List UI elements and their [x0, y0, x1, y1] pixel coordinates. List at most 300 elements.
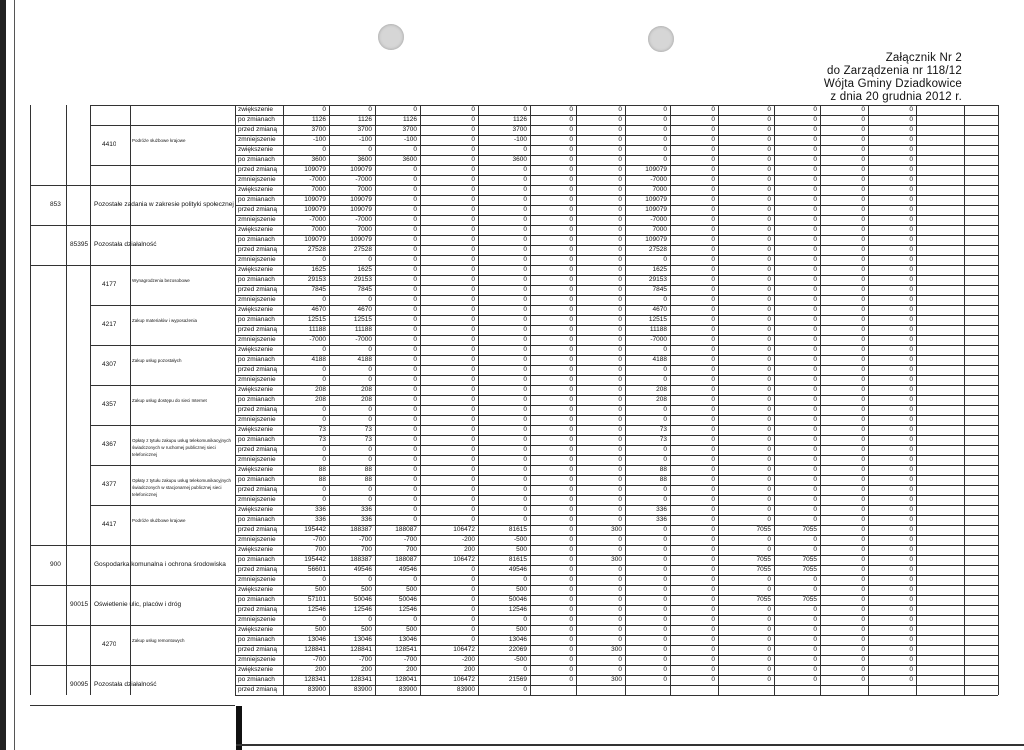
cell-value: 0 — [618, 216, 622, 223]
cell-value: 0 — [813, 626, 817, 633]
cell-value: 0 — [523, 576, 527, 583]
cell-value: 0 — [523, 286, 527, 293]
cell-value: 0 — [767, 636, 771, 643]
cell-value: 0 — [767, 216, 771, 223]
cell-value: 0 — [663, 586, 667, 593]
cell-value: 0 — [813, 196, 817, 203]
cell-value: 7000 — [357, 186, 372, 193]
cell-value: 0 — [813, 296, 817, 303]
cell-value: 0 — [569, 176, 573, 183]
row-label: po zmianach — [238, 556, 275, 563]
cell-value: 0 — [618, 276, 622, 283]
cell-value: 109079 — [350, 196, 372, 203]
cell-value: -700 — [403, 536, 417, 543]
cell-value: 56601 — [307, 566, 326, 573]
cell-value: 0 — [569, 236, 573, 243]
grid-line-vertical — [235, 105, 236, 695]
cell-value: 11188 — [354, 326, 372, 333]
cell-value: 0 — [711, 106, 715, 113]
cell-value: 0 — [909, 306, 913, 313]
cell-value: 0 — [413, 486, 417, 493]
cell-value: 0 — [413, 496, 417, 503]
cell-value: 0 — [523, 406, 527, 413]
cell-value: 0 — [569, 596, 573, 603]
cell-value: 0 — [861, 496, 865, 503]
cell-value: 188387 — [350, 526, 372, 533]
cell-value: 0 — [618, 156, 622, 163]
cell-value: 0 — [813, 146, 817, 153]
cell-value: 0 — [322, 616, 326, 623]
grid-line-vertical — [90, 105, 91, 695]
cell-value: 0 — [909, 536, 913, 543]
cell-value: 0 — [711, 396, 715, 403]
cell-value: 3700 — [357, 126, 372, 133]
cell-value: 0 — [861, 466, 865, 473]
cell-value: 0 — [413, 396, 417, 403]
cell-value: 0 — [569, 106, 573, 113]
cell-value: 7055 — [756, 526, 771, 533]
cell-value: 0 — [569, 636, 573, 643]
cell-value: 0 — [471, 636, 475, 643]
cell-value: 0 — [618, 336, 622, 343]
cell-value: 0 — [861, 296, 865, 303]
row-label: przed zmianą — [238, 166, 278, 173]
cell-value: 0 — [322, 146, 326, 153]
cell-value: 0 — [471, 106, 475, 113]
cell-value: 49546 — [398, 566, 417, 573]
cell-value: 0 — [909, 396, 913, 403]
item-description: Podróże służbowe krajowe — [132, 138, 186, 143]
cell-value: 0 — [413, 306, 417, 313]
cell-value: 0 — [618, 316, 622, 323]
cell-value: 0 — [523, 426, 527, 433]
row-label: zmniejszenie — [238, 256, 276, 263]
cell-value: 13046 — [398, 636, 417, 643]
cell-value: 0 — [711, 146, 715, 153]
cell-value: 0 — [569, 356, 573, 363]
cell-value: 0 — [471, 396, 475, 403]
cell-value: 0 — [861, 576, 865, 583]
cell-value: -7000 — [650, 216, 667, 223]
cell-value: 0 — [413, 416, 417, 423]
cell-value: 1625 — [357, 266, 372, 273]
item-code: 4307 — [102, 361, 117, 368]
cell-value: 0 — [711, 186, 715, 193]
cell-value: 0 — [663, 616, 667, 623]
row-label: zmniejszenie — [238, 456, 276, 463]
cell-value: 4670 — [357, 306, 372, 313]
cell-value: 0 — [618, 306, 622, 313]
cell-value: 0 — [767, 586, 771, 593]
cell-value: 0 — [413, 616, 417, 623]
cell-value: 0 — [523, 296, 527, 303]
cell-value: 0 — [322, 456, 326, 463]
cell-value: 0 — [523, 466, 527, 473]
grid-line-vertical — [30, 105, 31, 695]
cell-value: 0 — [413, 246, 417, 253]
cell-value: 1126 — [312, 116, 326, 123]
cell-value: 0 — [711, 176, 715, 183]
cell-value: 0 — [711, 456, 715, 463]
cell-value: 0 — [909, 546, 913, 553]
cell-value: 0 — [618, 246, 622, 253]
section-code: 90015 — [70, 601, 89, 608]
cell-value: 0 — [767, 536, 771, 543]
cell-value: 1126 — [358, 116, 372, 123]
cell-value: 0 — [861, 216, 865, 223]
cell-value: 0 — [471, 426, 475, 433]
cell-value: 0 — [471, 146, 475, 153]
row-label: zmniejszenie — [238, 176, 276, 183]
cell-value: 0 — [569, 256, 573, 263]
cell-value: 0 — [861, 226, 865, 233]
cell-value: 0 — [471, 446, 475, 453]
cell-value: 0 — [861, 416, 865, 423]
cell-value: 0 — [471, 456, 475, 463]
cell-value: 0 — [711, 276, 715, 283]
cell-value: 0 — [322, 346, 326, 353]
row-label: zwiększenie — [238, 186, 274, 193]
cell-value: 0 — [909, 236, 913, 243]
cell-value: 0 — [618, 666, 622, 673]
cell-value: 0 — [523, 246, 527, 253]
cell-value: 500 — [406, 586, 417, 593]
cell-value: 0 — [767, 606, 771, 613]
cell-value: 4188 — [311, 356, 326, 363]
cell-value: 0 — [523, 666, 527, 673]
cell-value: 0 — [618, 456, 622, 463]
cell-value: 0 — [413, 436, 417, 443]
cell-value: 0 — [569, 606, 573, 613]
cell-value: 0 — [618, 206, 622, 213]
cell-value: 0 — [663, 296, 667, 303]
cell-value: 0 — [569, 536, 573, 543]
cell-value: 208 — [361, 386, 372, 393]
cell-value: 12515 — [648, 316, 667, 323]
cell-value: 0 — [413, 456, 417, 463]
cell-value: 0 — [618, 326, 622, 333]
cell-value: 1625 — [311, 266, 326, 273]
cell-value: -7000 — [355, 216, 372, 223]
row-label: zmniejszenie — [238, 496, 276, 503]
row-label: zmniejszenie — [238, 336, 276, 343]
cell-value: 0 — [569, 316, 573, 323]
cell-value: 128841 — [304, 646, 326, 653]
cell-value: 0 — [523, 266, 527, 273]
cell-value: 0 — [711, 346, 715, 353]
cell-value: 0 — [861, 676, 865, 683]
cell-value: 0 — [618, 426, 622, 433]
cell-value: 0 — [413, 576, 417, 583]
cell-value: 0 — [368, 346, 372, 353]
cell-value: 300 — [611, 556, 622, 563]
cell-value: 7845 — [357, 286, 372, 293]
cell-value: 0 — [413, 226, 417, 233]
cell-value: 0 — [471, 606, 475, 613]
cell-value: 0 — [322, 576, 326, 583]
cell-value: 0 — [767, 226, 771, 233]
cell-value: 0 — [368, 486, 372, 493]
cell-value: 0 — [909, 316, 913, 323]
cell-value: 0 — [711, 486, 715, 493]
cell-value: 0 — [471, 326, 475, 333]
scan-left-edge — [0, 0, 6, 750]
cell-value: 0 — [767, 626, 771, 633]
cell-value: 0 — [813, 186, 817, 193]
row-label: zwiększenie — [238, 386, 274, 393]
row-label: po zmianach — [238, 236, 275, 243]
cell-value: 0 — [618, 606, 622, 613]
cell-value: 0 — [767, 176, 771, 183]
cell-value: 0 — [909, 566, 913, 573]
cell-value: 83900 — [456, 686, 475, 693]
cell-value: 0 — [663, 156, 667, 163]
cell-value: 0 — [322, 376, 326, 383]
cell-value: 0 — [813, 126, 817, 133]
cell-value: 0 — [569, 296, 573, 303]
cell-value: 0 — [711, 576, 715, 583]
cell-value: 109079 — [645, 236, 667, 243]
cell-value: 0 — [618, 266, 622, 273]
cell-value: 0 — [813, 366, 817, 373]
cell-value: 0 — [413, 236, 417, 243]
cell-value: 88 — [364, 476, 372, 483]
cell-value: 0 — [618, 126, 622, 133]
cell-value: 0 — [471, 346, 475, 353]
cell-value: 0 — [909, 606, 913, 613]
cell-value: 0 — [767, 186, 771, 193]
cell-value: 0 — [711, 526, 715, 533]
cell-value: 7000 — [652, 226, 667, 233]
cell-value: 0 — [861, 186, 865, 193]
cell-value: 0 — [523, 346, 527, 353]
cell-value: -100 — [403, 136, 417, 143]
cell-value: 0 — [523, 146, 527, 153]
cell-value: -700 — [312, 536, 326, 543]
cell-value: 0 — [569, 626, 573, 633]
cell-value: 7055 — [802, 566, 817, 573]
cell-value: 0 — [413, 516, 417, 523]
cell-value: 3600 — [357, 156, 372, 163]
cell-value: 0 — [569, 586, 573, 593]
cell-value: 0 — [861, 506, 865, 513]
cell-value: 49546 — [353, 566, 372, 573]
cell-value: 0 — [413, 256, 417, 263]
cell-value: 0 — [471, 376, 475, 383]
cell-value: -700 — [358, 536, 372, 543]
cell-value: 4670 — [652, 306, 667, 313]
cell-value: 0 — [618, 656, 622, 663]
cell-value: 208 — [656, 396, 667, 403]
row-label: przed zmianą — [238, 646, 278, 653]
cell-value: 0 — [711, 126, 715, 133]
cell-value: 0 — [618, 146, 622, 153]
cell-value: 0 — [413, 276, 417, 283]
cell-value: 0 — [909, 176, 913, 183]
cell-value: 0 — [711, 676, 715, 683]
cell-value: 0 — [767, 146, 771, 153]
cell-value: 0 — [471, 286, 475, 293]
cell-value: 336 — [315, 516, 326, 523]
section-separator — [30, 705, 235, 706]
row-label: zmniejszenie — [238, 136, 276, 143]
row-label: przed zmianą — [238, 246, 278, 253]
cell-value: 0 — [618, 436, 622, 443]
cell-value: 0 — [569, 156, 573, 163]
cell-value: 0 — [322, 256, 326, 263]
group-separator — [90, 125, 235, 126]
cell-value: 0 — [909, 436, 913, 443]
row-label: przed zmianą — [238, 526, 278, 533]
cell-value: 0 — [909, 356, 913, 363]
cell-value: 0 — [861, 336, 865, 343]
row-label: po zmianach — [238, 276, 275, 283]
cell-value: 0 — [767, 276, 771, 283]
cell-value: 0 — [413, 366, 417, 373]
cell-value: 12546 — [398, 606, 417, 613]
cell-value: 0 — [569, 436, 573, 443]
cell-value: 0 — [663, 556, 667, 563]
cell-value: 0 — [569, 676, 573, 683]
cell-value: 0 — [413, 146, 417, 153]
row-label: przed zmianą — [238, 486, 278, 493]
cell-value: 0 — [569, 366, 573, 373]
cell-value: 81615 — [508, 526, 527, 533]
section-separator — [30, 225, 235, 226]
cell-value: 0 — [413, 446, 417, 453]
cell-value: 0 — [909, 416, 913, 423]
punch-hole — [648, 26, 674, 52]
cell-value: 0 — [569, 486, 573, 493]
cell-value: 0 — [618, 386, 622, 393]
cell-value: 0 — [861, 256, 865, 263]
section-code: 900 — [50, 561, 61, 568]
cell-value: 0 — [413, 176, 417, 183]
cell-value: 0 — [523, 366, 527, 373]
section-separator — [30, 625, 235, 626]
cell-value: 0 — [711, 606, 715, 613]
cell-value: 0 — [368, 446, 372, 453]
cell-value: 0 — [813, 516, 817, 523]
cell-value: 0 — [909, 586, 913, 593]
cell-value: 0 — [368, 106, 372, 113]
cell-value: 0 — [322, 106, 326, 113]
cell-value: 0 — [813, 106, 817, 113]
cell-value: 0 — [569, 506, 573, 513]
cell-value: 0 — [711, 646, 715, 653]
cell-value: 0 — [663, 456, 667, 463]
cell-value: 200 — [361, 666, 372, 673]
cell-value: 0 — [813, 136, 817, 143]
cell-value: 0 — [471, 596, 475, 603]
item-description: Podróże służbowe krajowe — [132, 518, 186, 523]
cell-value: 0 — [523, 616, 527, 623]
cell-value: 109079 — [645, 196, 667, 203]
cell-value: 0 — [618, 486, 622, 493]
cell-value: 0 — [569, 266, 573, 273]
cell-value: 0 — [813, 406, 817, 413]
item-description: Opłaty z tytułu zakupu usług telekomunikacyjnych świadczonych w ruchomej publicznej sieci telefonicznej — [132, 438, 232, 457]
cell-value: 0 — [767, 156, 771, 163]
cell-value: 0 — [618, 226, 622, 233]
cell-value: 0 — [861, 606, 865, 613]
cell-value: 0 — [813, 286, 817, 293]
group-separator — [90, 505, 235, 506]
cell-value: 88 — [659, 466, 667, 473]
cell-value: 49546 — [508, 566, 527, 573]
cell-value: 0 — [471, 296, 475, 303]
cell-value: 0 — [909, 196, 913, 203]
cell-value: 0 — [813, 276, 817, 283]
cell-value: 7000 — [652, 186, 667, 193]
cell-value: 0 — [618, 186, 622, 193]
cell-value: 0 — [813, 156, 817, 163]
cell-value: 128341 — [304, 676, 326, 683]
cell-value: 0 — [767, 656, 771, 663]
cell-value: 81615 — [508, 556, 527, 563]
section-separator — [30, 585, 235, 586]
cell-value: 300 — [611, 676, 622, 683]
cell-value: 0 — [569, 566, 573, 573]
cell-value: 0 — [813, 206, 817, 213]
cell-value: 0 — [618, 506, 622, 513]
cell-value: 0 — [767, 256, 771, 263]
cell-value: 7055 — [756, 596, 771, 603]
cell-value: 0 — [569, 666, 573, 673]
cell-value: 0 — [767, 136, 771, 143]
cell-value: 0 — [523, 336, 527, 343]
cell-value: 0 — [523, 206, 527, 213]
cell-value: -200 — [461, 656, 475, 663]
header-line: Załącznik Nr 2 — [885, 52, 962, 64]
cell-value: 0 — [663, 496, 667, 503]
cell-value: -200 — [461, 536, 475, 543]
cell-value: 0 — [618, 376, 622, 383]
row-label: zmniejszenie — [238, 576, 276, 583]
cell-value: 109079 — [350, 236, 372, 243]
cell-value: 7845 — [652, 286, 667, 293]
cell-value: 0 — [618, 116, 622, 123]
section-code: 85395 — [70, 241, 89, 248]
cell-value: 0 — [569, 656, 573, 663]
cell-value: 0 — [767, 486, 771, 493]
cell-value: 13046 — [508, 636, 527, 643]
cell-value: 0 — [711, 206, 715, 213]
cell-value: 0 — [711, 636, 715, 643]
cell-value: 0 — [861, 526, 865, 533]
cell-value: 0 — [711, 436, 715, 443]
cell-value: 0 — [569, 646, 573, 653]
cell-value: 0 — [471, 116, 475, 123]
row-label: przed zmianą — [238, 606, 278, 613]
cell-value: 0 — [767, 576, 771, 583]
cell-value: 0 — [861, 156, 865, 163]
cell-value: 0 — [711, 426, 715, 433]
section-name: Pozostała działalność — [94, 241, 157, 248]
cell-value: 0 — [909, 576, 913, 583]
cell-value: 11188 — [649, 326, 667, 333]
cell-value: 0 — [711, 376, 715, 383]
cell-value: 0 — [767, 196, 771, 203]
cell-value: 7055 — [756, 566, 771, 573]
cell-value: 0 — [569, 166, 573, 173]
cell-value: 0 — [767, 306, 771, 313]
cell-value: 0 — [767, 356, 771, 363]
cell-value: 0 — [569, 496, 573, 503]
cell-value: 0 — [861, 306, 865, 313]
cell-value: 195442 — [304, 556, 326, 563]
cell-value: 0 — [368, 496, 372, 503]
